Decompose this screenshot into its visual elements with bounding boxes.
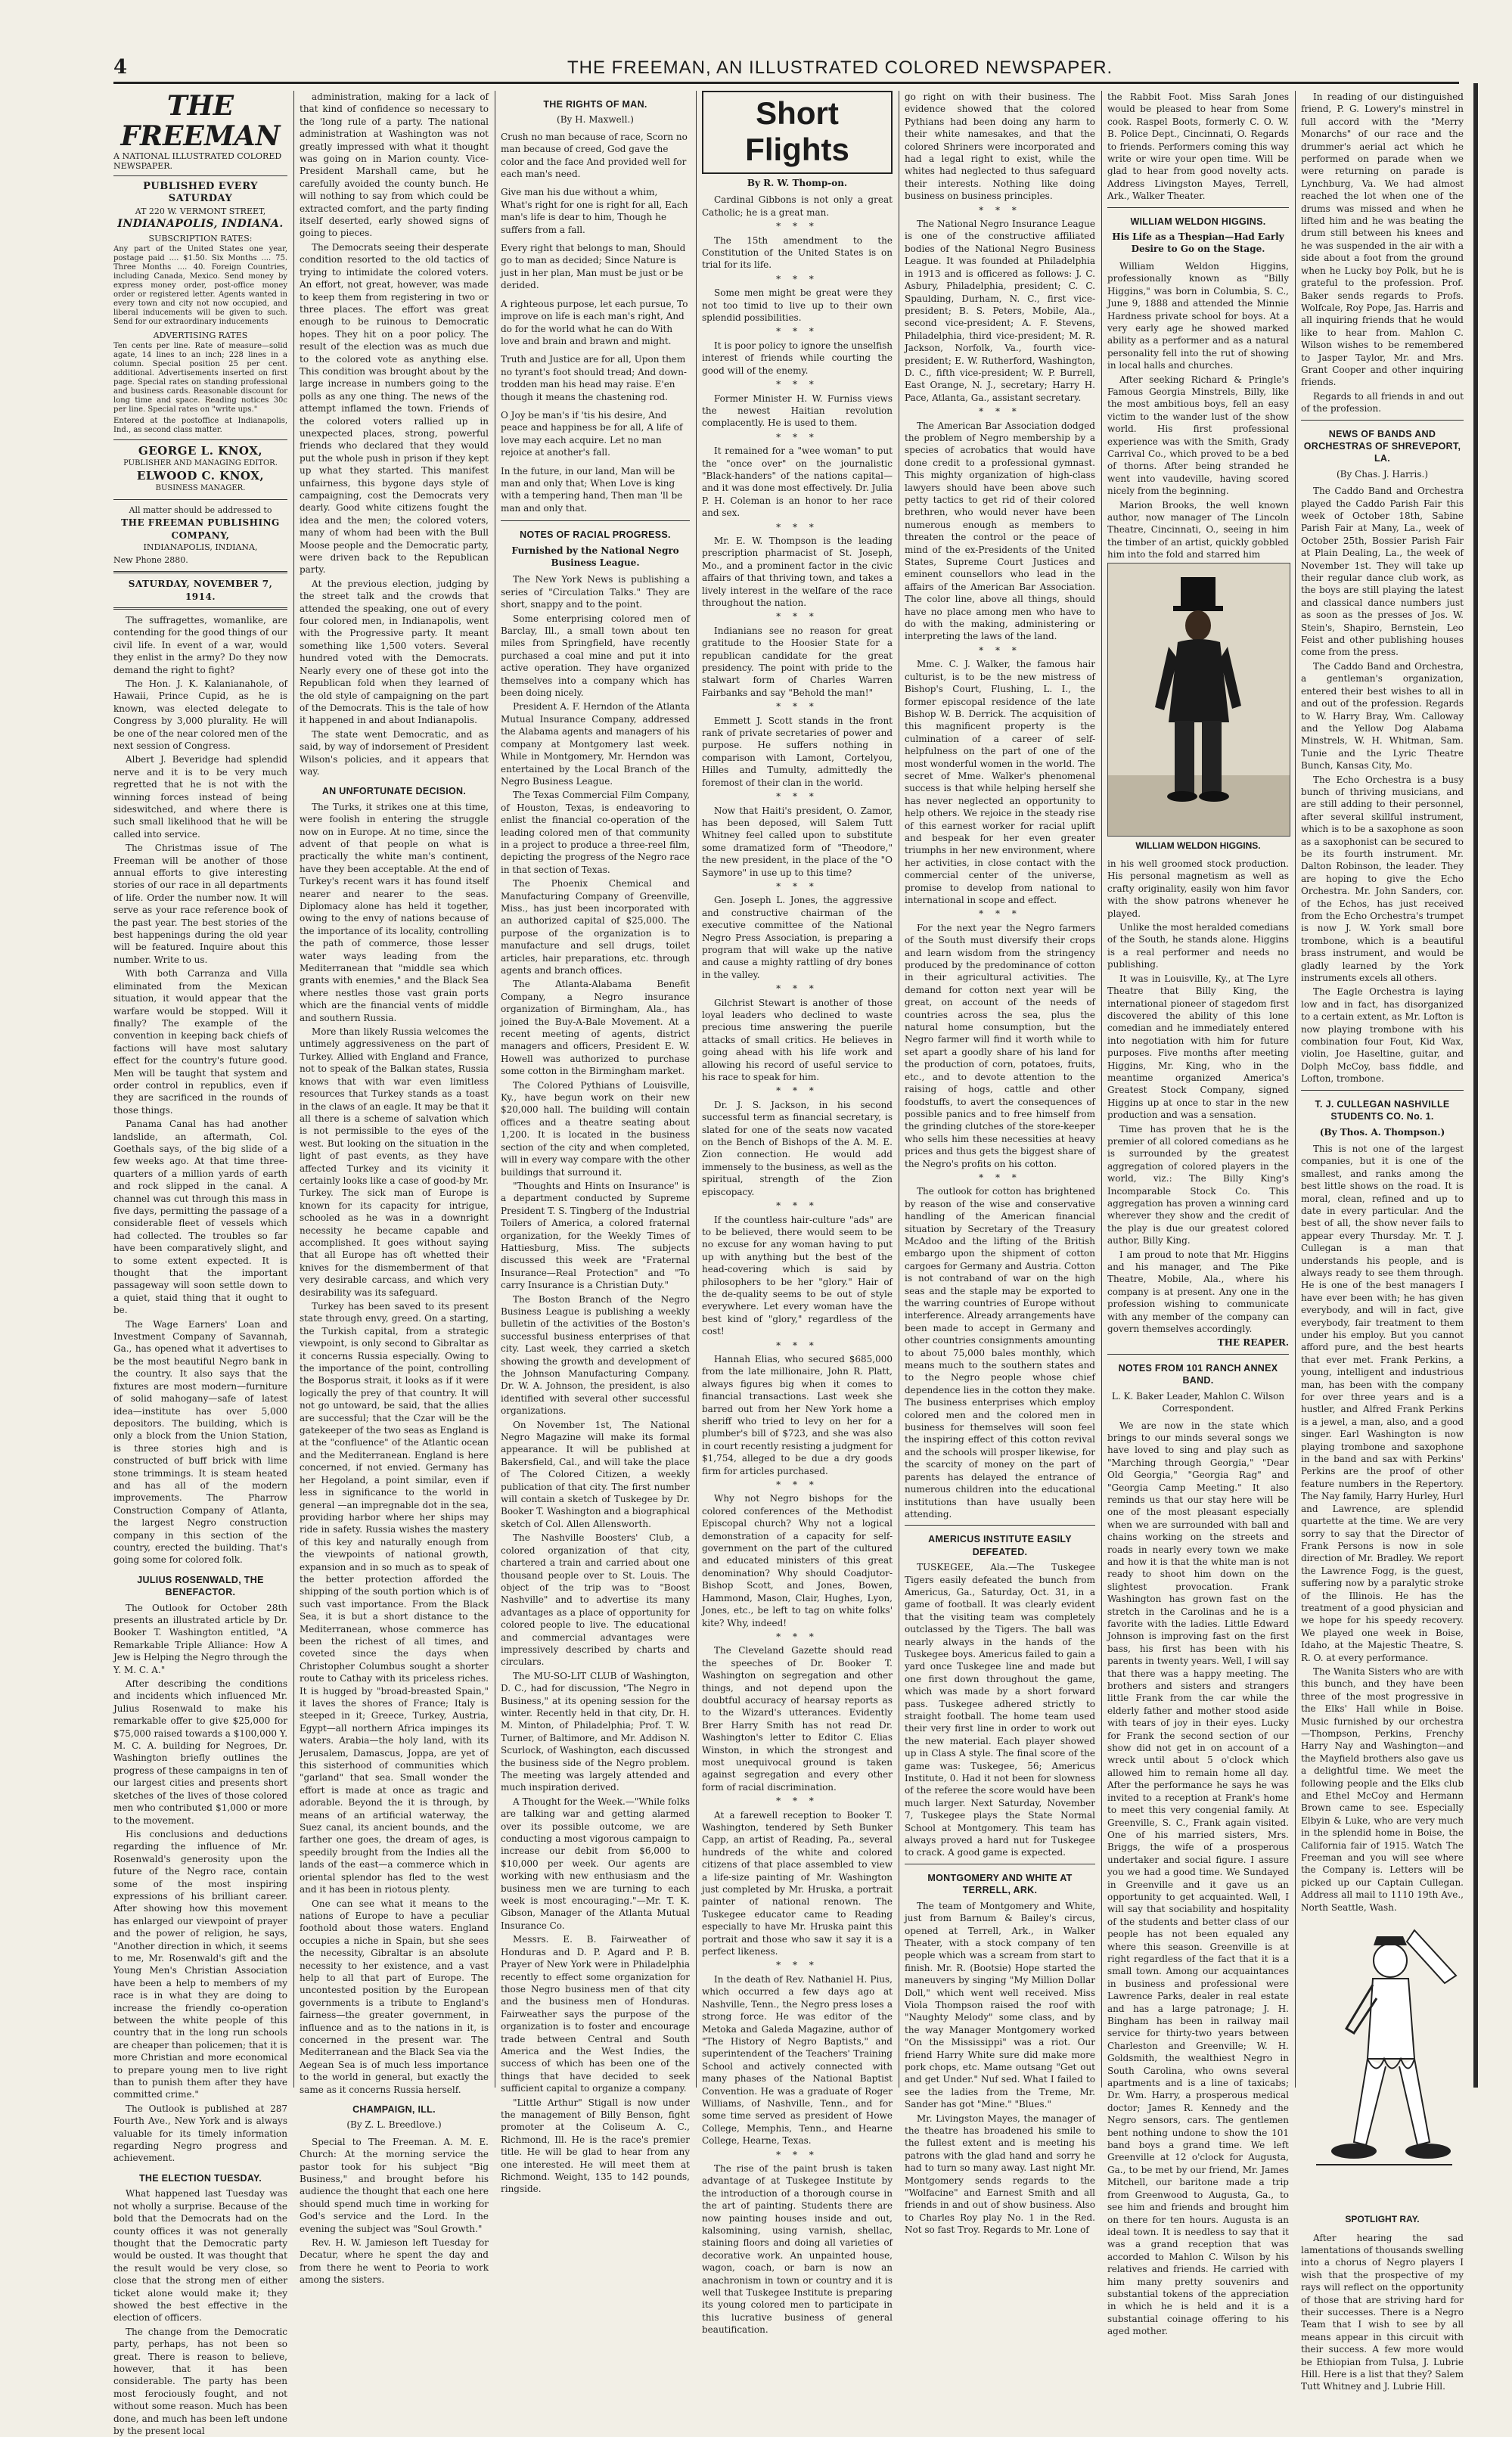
article-paragraph: If the countless hair-culture "ads" are to be believed, there would seem to be no excuse for any woman having to put up with anything but the best of the head-covering which is said by philosophers to be her "glory." Hair of the de-quality seems to be out of style everywhere. Let every woman have the best kind of "glory," regardless of the cost! xyxy=(702,1214,893,1337)
article-paragraph: Gilchrist Stewart is another of those loyal leaders who declined to waste precious time answering the puerile attacks of small critics. He believes in going ahead with his life work and allowing his record of useful service to his race to speak for him. xyxy=(702,997,893,1083)
column-2 xyxy=(300,91,489,2286)
portrait-illustration xyxy=(1108,563,1290,836)
article-paragraph: President A. F. Herndon of the Atlanta Mutual Insurance Company, addressed the Alabama agents and managers of his company at Montgomery last week. While in Montgomery, Mr. Herndon was entertained by the Local Branch of the Negro Business League. xyxy=(501,701,690,787)
subscription-heading: SUBSCRIPTION RATES: xyxy=(148,233,253,244)
article-paragraph: Turkey has been saved to its present state through envy, greed. On a starting, the Turkish capital, from a strategic viewpoint, is only second to Gibraltar as it concerns Russia especially. Owing to the importance of the point, controlling the Bosporus strait, it looks as if it were logically the prey of that country. It will not go untoward, be said, that the allies are successful; that the Czar will be the gatekeeper of the two seas as England is at the "confluence" of the Atlantic ocean and the Mediterranean. England is here concerned, if not envied. Germany has her Hegoland, a point similar, even if less in significance to the world in general —an impregnable dot in the sea, providing harbor where her ships may ride in safety. Russia wishes the mastery of this key and naturally enough from the viewpoints of national growth, expansion and in so much as to speak of the better protection afforded the shipping of the south portion which is of such vast importance. From the Black Sea, it is but a short distance to the Mediterranean, whose commerce has been the richest of all times, and coveted since the days when Christopher Columbus sought a shorter route to Cathay with its priceless riches. It is hugged by "broad-breasted Spain," it laves the shores of France; Italy is steeped in it; Greece, Turkey, Austria, Egypt—all northern Africa impinges its waters. Arabia—the holy land, with its Jerusalem, Damascus, Joppa, are yet of this sisterhood of communities which "garland" that sea. Small wonder the effort is made at once as tragic and adorable. Beyond the it is through, by means of an artificial waterway, the Suez canal, its ancient bounds, and the farther one goes, the dream of ages, is speedily brought from the Indies all the lands of the east—a commerce which in oriental splendor has fled to the west and it has been in riotous plenty. xyxy=(300,1301,489,1895)
article-headline: JULIUS ROSENWALD, THE BENEFACTOR. xyxy=(137,1574,264,1598)
column-rule xyxy=(696,91,697,2088)
article-paragraph: The outlook for cotton has brightened by reason of the wise and conservative handling of the American financial situation by Secretary of the Treasury McAdoo and the lifting of the British embargo upon the shipment of cotton cargoes for Germany and Austria. Cotton is not contraband of war on the high seas and the staple may be exported to the warring countries of Europe without interference. Already arrangements have been made to accept in Germany and other countries consignments amounting to about 75,000 bales monthly, which means much to the southern states and to the Negro people whose chief dependence lies in the cotton they make. The business enterprises which employ colored men and the colored men in business for themselves will soon feel the inspiring effect of this cotton revival and the schools will prosper likewise, for the scarcity of money on the part of parents has delayed the entrance of numerous children into the educational institutions than have usually been attending. xyxy=(905,1186,1095,1520)
article-paragraph: One can see what it means to the nations of Europe to have a peculiar foothold about those waters. England occupies a niche in Spain, but she sees the necessity, Gibraltar is an absolute necessity to her existence, and a vast help to all that part of Europe. The uncontested position by the European governments is a tribute to England's fairness—the greater government, in influence and as to the nations in it, is concerned in the present war. The Mediterranean and the Black Sea via the Aegean Sea is of much less importance to the world in general, but exactly the same as it concerns Russia herself. xyxy=(300,1898,489,2095)
article-paragraph: William Weldon Higgins, professionally known as "Billy Higgins," was born in Columbia, S. C., June 9, 1888 and attended the Minnie Hardness private school for boys. At a very early age he showed marked ability as a performer and as a natural personality fell into the rut of showing in local halls and churches. xyxy=(1107,260,1289,371)
issue-dateline: SATURDAY, NOVEMBER 7, 1914. xyxy=(128,579,273,602)
masthead-title: THE FREEMAN xyxy=(120,90,281,152)
column-rule xyxy=(1295,91,1296,2088)
article-paragraph: In the death of Rev. Nathaniel H. Pius, which occurred a few days ago at Nashville, Tenn., the Negro press loses a strong force. He was editor of the Metoka and Galeda Magazine, author of "The History of Negro Baptists," and superintendent of the Teachers' Training School and actively connected with many phases of the National Baptist Convention. He was a graduate of Roger Williams, of Nashville, Tenn., and for some time served as president of Howe College, Memphis, Tenn., and Hearne College, Hearne, Texas. xyxy=(702,1973,893,2147)
article-paragraph: It was in Louisville, Ky., at The Lyre Theatre that Billy King, the international pioneer of stagedom first discovered the ability of this lone comedian and he immediately entered into negotiation with him for future purposes. Five months after meeting Higgins, Mr. King, who in the meantime organized America's Greatest Stock Company, signed Higgins up at once to star in the new production and was a sensation. xyxy=(1107,973,1289,1121)
article-headline: T. J. CULLEGAN NASHVILLE STUDENTS CO. No. 1. xyxy=(1315,1098,1450,1122)
article-paragraph: Special to The Freeman. A. M. E. Church: At the morning service the pastor took for his subject "Big Business," and brought before his audience the thought that each one here should spend much time in working for God's service and the Lord. In the evening the subject was "Soul Growth." xyxy=(300,2136,489,2234)
cartoon-caption: SPOTLIGHT RAY. xyxy=(1345,2214,1420,2225)
column-1 xyxy=(113,90,288,2436)
editorial-paragraph: Panama Canal has had another landslide, an aftermath, Col. Goethals says, of the big slide of a few weeks ago. At that time three-quarters of a million yards of earth and rock slipped in the canal. A channel was cut through this mass in five days, permitting the passage of a considerable fleet of vessels which had collected. The troubles so far have been comparatively slight, and to some extent expected. It is thought that the important passageway will soon settle down to a quiet, staid thing that it ought to be. xyxy=(113,1119,287,1316)
article-paragraph: After hearing the sad lamentations of thousands swelling into a chorus of Negro players I wish that the prospective of my rays will reflect on the opportunity of those that are striving hard for their successes. There is a Negro Team that I wish to see by all means appear in this circuit with their success. A few more would be Ethiopian from Tulsa, J. Lubrie Hill. Here is a list that they? Salem Tutt Whitney and J. Lubrie Hill. xyxy=(1301,2232,1464,2392)
article-paragraph: After describing the conditions and incidents which influenced Mr. Julius Rosenwald to make his remarkable offer to give $25,000 for $75,000 raised towards a $100,000 Y. M. C. A. building for Negroes, Dr. Washington briefly outlines the progress of these campaigns in ten of our largest cities and presents short sketches of the lives of those colored men who contributed $1,000 or more to the movement. xyxy=(113,1678,288,1826)
short-flights-title: Short Flights xyxy=(745,95,849,167)
article-paragraph: The Wanita Sisters who are with this bunch, and they have been three of the most progressive in the Elks' Hall while in Boise. Music furnished by our orchestra—Thompson, Perkins, Frenchy Harry Nay and Washington—and the Mayfield brothers also gave us a delightful time. We meet the following people and the Elks club and Ethel McCoy and Hermann Brown came to see. Especially Elbyin & Luke, who are very much in the splendid home in Boise, the California fair of 1915. Watch The Freeman and you will see where the Company is. Letters will be picked up our Captain Cullegan. Address all mail to 1110 19th Ave., North Seattle, Wash. xyxy=(1301,1666,1464,1913)
article-paragraph: Some enterprising colored men of Barclay, Ill., a small town about ten miles from Springfield, have recently purchased a coal mine and put it into active operation. They have organized themselves into a company which has been doing nicely. xyxy=(501,613,690,699)
article-paragraph: go right on with their business. The evidence showed that the colored Pythians had been doing any harm to their white namesakes, and that the colored Shriners were incorporated and had a legal right to exist, while the whites had neglected to thus safeguard their interests. Nothing like doing business on business principles. xyxy=(905,92,1095,202)
poem-title: THE RIGHTS OF MAN. xyxy=(543,99,647,110)
article-paragraph: The Outlook is published at 287 Fourth Ave., New York and is always valuable for its timely information regarding Negro progress and achievement. xyxy=(113,2103,287,2164)
article-paragraph: The rise of the paint brush is taken advantage of at Tuskegee Institute by the introduction of a thorough course in the art of painting. Students there are now painting houses inside and out, kalsomining, using varnish, shellac, staining floors and doing all varieties of decorative work. An unpainted house, wagon, coach, or barn is now an anachronism in town or country and it is well that Tuskegee Institute is preparing its young colored men to participate in this lucrative business of general beautification. xyxy=(702,2162,893,2336)
article-paragraph: The Eagle Orchestra is laying low and in fact, has disorganized to a certain extent, as Mr. Lofton is now playing trombone with his combination four Fout, Kid Wax, violin, Joe Haseltine, guitar, and Dolph McCoy, bass fiddle, and Lofton, trombone. xyxy=(1301,986,1464,1085)
article-headline: MONTGOMERY AND WHITE AT TERRELL, ARK. xyxy=(927,1872,1073,1896)
article-paragraph: At a farewell reception to Booker T. Washington, tendered by Seth Bunker Capp, an artist of Reading, Pa., several hundreds of the white and colored citizens of that place assembled to view a life-size painting of Mr. Washington just completed by Mr. Hruska, a portrait painter of national renown. The Tuskegee educator came to Reading especially to have Mr. Hruska paint this portrait and those who saw it say it is a perfect likeness. xyxy=(702,1809,893,1957)
article-paragraph: The Caddo Band and Orchestra, a gentleman's organization, entered their best wishes to all in and out of the profession. Regards to W. Harry Bray, Wm. Calloway and the Yellow Dog Alabama Minstrels, W. H. Whitman, Sam. Tunie and the Lyric Theatre Bunch, Kansas City, Mo. xyxy=(1301,660,1464,771)
article-paragraph: TUSKEGEE, Ala.—The Tuskegee Tigers easily defeated the bunch from Americus, Ga., Saturday, Oct. 31, in a game of football. It was clearly evident that the visiting team was completely outclassed by the Tigers. The ball was nearly always in the hands of the Tuskegee boys. Americus failed to gain a yard once Tuskegee line and made but one first down throughout the game, which was made by a short forward pass. Tuskegee adhered strictly to straight football. The home team used their very first line in order to work out the new material. Each player showed up in Class A style. The final score of the game was: Tuskegee, 56; Americus Institute, 0. Had it not been for slowness of the referee the score would have been much larger. Next Saturday, November 7, Tuskegee plays the State Normal School at Montgomery. This team has always proved a hard nut for Tuskegee to crack. A good game is expected. xyxy=(905,1562,1095,1858)
article-paragraph: It remained for a "wee woman" to put the "once over" on the journalistic "Black-handers" of the nations capital—and it was done most effectively. Dr. Julia P. H. Coleman is an honor to her race and sex. xyxy=(702,445,893,519)
article-paragraph: The Nashville Boosters' Club, a colored organization of that city, chartered a train and carried about one thousand people over to St. Louis. The object of the trip was to "Boost Nashville" and to advertise its many advantages as a place of opportunity for colored people to live. The educational and commercial advantages were impressively described by charts and circulars. xyxy=(501,1532,690,1668)
advertising-heading: ADVERTISING RATES xyxy=(153,331,248,341)
article-paragraph: What happened last Tuesday was not wholly a surprise. Because of the bold that the Democrats had on the county offices it was not generally thought that the Democratic party would be ousted. It was thought that the result would be very close, so close that the strong men of either ticket alone would make it; they showed the best effective in the election of officers. xyxy=(113,2188,287,2324)
article-paragraph: In reading of our distinguished friend, P. G. Lowery's minstrel in full accord with the "Merry Monarchs" of our race and the drummer's aerial act which he performed on parade when we were returning on parade is Lynchburg, Va. We had almost reached the lot when one of the drums was missed and when he lifted him and he was beating the drum still between his knees and he was suspended in the air with a side about a foot from the ground when he Lucky boy Polk, but he is grateful to the profession. Prof. Baker sends regards to Profs. Wolfcale, Roy Pope, Jas. Harris and all inquiring friends that he would like to hear from. Mahlon C. Wilson wishes to be remembered to Jasper Taylor, Mr. and Mrs. Grant Cooper and other inquiring friends. xyxy=(1301,92,1464,388)
article-paragraph: It is poor policy to ignore the unselfish interest of friends while courting the good will of the enemy. xyxy=(702,340,893,376)
column-rule xyxy=(293,91,294,2088)
subscription-text: Any part of the United States one year, postage paid .... $1.50. Six Months .... 75. Three Months .... 40. Foreign Countries, including Canada, Mexico. Send money by express money order, post-office money order or registered letter. Agents wanted in every town and city not now occupied, and liberal inducements will be given to such. Send for our extraordinary inducements xyxy=(113,245,287,327)
page-edge xyxy=(1473,83,1478,2088)
advertising-text: Ten cents per line. Rate of measure—solid agate, 14 lines to an inch; 228 lines in a column. Special position 25 per cent. additional. Advertisements inserted on first page. Special rates on standing professional and business cards. Reasonable discount for long time and space. Reading notices 30c per line. Special rates on "write ups." xyxy=(113,342,287,414)
article-headline: CHAMPAIGN, ILL. xyxy=(352,2104,436,2115)
article-paragraph: Hannah Elias, who secured $685,000 from the late millionaire, John R. Platt, always figures big when it comes to financial transactions. Last week she barred out from her New York home a sheriff who tried to levy on her for a plumber's bill of $723, and she was also in court recently resisting a judgment for $1,754, alleged to be due a dry goods firm for articles purchased. xyxy=(702,1353,893,1476)
article-paragraph: Emmett J. Scott stands in the front rank of private secretaries of power and purpose. He suffers nothing in comparison with Lamont, Cortelyou, Hilles and Tumulty, admittedly the foremost of their clan in the world. xyxy=(702,715,893,788)
article-paragraph: The change from the Democratic party, perhaps, has not been so great. There is reason to believe, however, that it has been considerable. The party has been most ferociously fought, and not without some reason. Much has been done, and much has been left undone by the present local xyxy=(113,2326,287,2436)
page-number: 4 xyxy=(113,56,128,79)
article-paragraph: The Democrats seeing their desperate condition resorted to the old tactics of trying to intimidate the colored voters. An effort, not great, however, was made to keep them from registering in two or three places. The effort was great enough to be ruinous to Democratic hopes. They hit on a poor policy. The result of the election was as much due to the colored vote as anything else. This condition was brought about by the large increase in numbers going to the polls as any one thing. The news of the attempt inflamed the town. Friends of the colored voters rallied up in unexpected places, strong, powerful friends who declared that they would put the whole push in prison if they kept up what they started. This manifest unfairness, this bygone days style of campaigning, cost the Democrats very dearly. Good white citizens fought the idea and the men; the colored voters, many of whom had been with the Bull Moose people and the Democratic party, were driven back to the Republican party. xyxy=(300,241,489,576)
phone-number: New Phone 2880. xyxy=(113,554,188,565)
article-headline: NEWS OF BANDS AND ORCHESTRAS OF SHREVEPORT, LA. xyxy=(1303,428,1461,464)
article-paragraph: The MU-SO-LIT CLUB of Washington, D. C., had for discussion, "The Negro in Business," at its opening session for the winter. Recently held in that city, Dr. H. M. Minton, of Philadelphia; Prof. T. W. Turner, of Baltimore, and Mr. Addison N. Scurlock, of Washington, each discussed the business side of the Negro problem. The meeting was largely attended and much inspiration derived. xyxy=(501,1670,690,1793)
masthead-city: INDIANAPOLIS, INDIANA. xyxy=(117,218,284,231)
running-head-title: THE FREEMAN, AN ILLUSTRATED COLORED NEWSPAPER. xyxy=(567,57,1113,78)
poem-stanza: Every right that belongs to man, Should go to man as decided; Since Nature is just in her plan, Man must be just or be derided. xyxy=(501,243,686,291)
manager-name: ELWOOD C. KNOX, xyxy=(136,469,265,483)
poem-stanza: Truth and Justice are for all, Upon them no tyrant's foot should tread; And down-trodden man his head may raise. E'en though it means the chastening rod. xyxy=(501,354,687,402)
column-4: Short Flights By R. W. Thomp-on. Cardinal Gibbons is not only a great Catholic; he is a great man. * * * The 15th amendment to the Constitution of the United States is on trial for its life. * * * Some men might be great were they not too timid to live up to their own splendid possibilities. * * * It is poor policy to ignore the unselfish interest of friends while courting the good will of the enemy. * * * Former Minister H. W. Furniss views the newest Haitian revolution complacently. He is used to them. * * * It remained for a "wee woman" to put the "once over" on the journalistic "Black-handers" of the nations capital—and it was done most effectively. Dr. Julia P. H. Coleman is an honor to her race and sex. * * * Mr. E. W. Thompson is the leading prescription pharmacist of St. Joseph, Mo., and a prominent factor in the civic affairs of that thriving town, and takes a lively interest in the welfare of the race throughout the nation. * * * Indianians see no reason for great gratitude to the Hoosier State for a republican candidate for the great presidency. The point with pride to the stalwart form of Charles Warren Fairbanks and say "Behold the man!" * * * Emmett J. Scott stands in the front rank of private secretaries of power and purpose. He suffers nothing in comparison with Lamont, Cortelyou, Hilles and Tumulty, admittedly the foremost of their clan in the world. * * * Now that Haiti's president, O. Zamor, has been deposed, will Salem Tutt Whitney feel called upon to substitute some dramatized form of "Theodore," the new president, in the place of the "O Saymore" in use up to this time? * * * Gen. Joseph L. Jones, the aggressive and constructive chairman of the executive committee of the National Negro Press Association, is preparing a program that will wake up the native and cause a mighty rattling of dry bones in the valley. * * * Gilchrist Stewart is another of those loyal leaders who declined to waste precious time answering the puerile attacks of small critics. He believes in going ahead with his life work and allowing his record of useful service to his race to speak for him. * * * Dr. J. S. Jackson, in his second successful term as financial secretary, is slated for one of the seats now vacated on the Bench of Bishops of the A. M. E. Zion connection. He would add immensely to the business, as well as the spiritual, strength of the Zion episcopacy. * * * If the countless hair-culture "ads" are to be believed, there would seem to be no excuse for any woman having to put up with anything but the best of the head-covering which is said by philosophers to be her "glory." Hair of the de-quality seems to be out of style everywhere. Let every woman have the best kind of "glory," regardless of the cost! * * * Hannah Elias, who secured $685,000 from the late millionaire, John R. Platt, always figures big when it comes to financial transactions. Last week she barred out from her New York home a sheriff who tried to levy on her for a plumber's bill of $723, and she was also in court recently resisting a judgment for $1,754, alleged to be due a dry goods firm for articles purchased. * * * Why not Negro bishops for the colored conferences of the Methodist Episcopal church? Why not a logical demonstration of a capacity for self-government on the part of the cultured and educated ministers of this great denomination? Why should Coadjutor-Bishop Scott, and Jones, Bowen, Hammond, Mason, Clair, Hughes, Lyon, Jones, etc., be left to tag on white folks' kite? Why, indeed! * * * The Cleveland Gazette should read the speeches of Dr. Booker T. Washington on segregation and other things, and not depend upon the doubtful accuracy of hearsay reports as to the Wizard's utterances. Evidently Brer Harry Smith has not read Dr. Washington's letter to Editor C. Elias Winston, in which the strongest and most unequivocal ground is taken against segregation and every other form of racial discrimination. * * * At a farewell reception to Booker T. Washington, tendered by Seth Bunker Capp, an artist of Reading, Pa., several hundreds of the white and colored citizens of that place assembled to view a life-size painting of Mr. Washington just completed by Mr. Hruska, a portrait painter of national renown. The Tuskegee educator came to Reading especially to have Mr. Hruska paint this portrait and those who saw it say it is a perfect likeness. * * * In the death of Rev. Nathaniel H. Pius, which occurred a few days ago at Nashville, Tenn., the Negro press loses a strong force. He was editor of the Metoka and Galeda Magazine, author of "The History of Negro Baptists," and superintendent of the Teachers' Training School and actively connected with many phases of the National Baptist Convention. He was a graduate of Roger Williams, of Nashville, Tenn., and for some time served as president of Howe College, Memphis, Tenn., and Hearne College, Hearne, Texas. * * * The rise of the paint brush is taken advantage of at Tuskegee Institute by the introduction of a thorough course in the art of painting. Students there are now painting houses inside and out, kalsomining, using varnish, shellac, staining floors and doing all varieties of decorative work. An unpainted house, wagon, coach, or barn is now an anachronism in town or country and it is well that Tuskegee Institute is preparing its young colored men to participate in this lucrative business of general beautification. xyxy=(702,91,893,2088)
poem-stanza: Crush no man because of race, Scorn no man because of creed, God gave the color and the face And provided well for each man's need. xyxy=(501,131,688,180)
editorial-paragraph: Albert J. Beveridge had splendid nerve and it is to be very much regretted that he is not with the winning forces instead of being sideswitched, and where there is such small likelihood that he will be called into service. xyxy=(113,754,287,840)
article-paragraph: Messrs. E. B. Fairweather of Honduras and D. P. Agard and P. B. Prayer of New York were in Philadelphia recently to effect some organization for those Negro business men of that city and the business men of Honduras. Fairweather says the purpose of the organization is to foster and encourage trade between Central and South America and the West Indies, the success of which has been one of the things that have decided to seek sufficient capital to organize a company. xyxy=(501,1934,690,2094)
article-paragraph: The Outlook for October 28th presents an illustrated article by Dr. Booker T. Washington entitled, "A Remarkable Triple Alliance: How A Jew is Helping the Negro through the Y. M. C. A." xyxy=(113,1602,287,1675)
portrait-caption: WILLIAM WELDON HIGGINS. xyxy=(1135,840,1261,851)
published-line: PUBLISHED EVERY SATURDAY xyxy=(143,181,258,205)
article-paragraph: After seeking Richard & Pringle's Famous Georgia Minstrels, Billy, like the most ambitious boys, fell an easy victim to the wander lust of the show world. His first professional experience was with the Smith, Grady Carrival Co., which proved to be a bed of thorns. After being stranded he went into vaudeville, having scored nicely from the beginning. xyxy=(1107,374,1289,497)
poem-stanza: A righteous purpose, let each pursue, To improve on life is each man's right, And do for the world what he can do With love and brain and brawn and might. xyxy=(501,298,688,346)
article-headline: THE ELECTION TUESDAY. xyxy=(138,2172,262,2184)
article-paragraph: Regards to all friends in and out of the profession. xyxy=(1301,390,1464,414)
article-paragraph: The Turks, it strikes one at this time, were foolish in entering the struggle now on in Europe. At no time, since the advent of that people on what is practically the white man's continent, have they been acceptable. At the end of Turkey's recent wars it has found itself nearer and nearer to the seas. Diplomacy alone has held it together, owing to the envy of nations because of the importance of its locality, controlling the path of commerce, those lesser water ways leading from the Mediterranean that "middle sea which grants with enemies," and the Black Sea where nestles those vast grain ports which are the financial vents of middle and southern Russia. xyxy=(300,801,489,1023)
article-subhead: His Life as a Thespian—Had Early Desire to Go on the Stage. xyxy=(1112,231,1284,255)
column-3 xyxy=(501,91,690,2195)
article-paragraph: On November 1st, The National Negro Magazine will make its formal appearance. It will be published at Bakersfield, Cal., and will take the place of The Colored Citizen, a weekly publication of that city. The first number will contain a sketch of Tuskegee by Dr. Booker T. Washington and a biographical sketch of Col. Allen Allensworth. xyxy=(501,1419,690,1529)
article-paragraph: Some men might be great were they not too timid to live up to their own splendid possibilities. xyxy=(702,287,893,324)
poem-stanza: O Joy be man's if 'tis his desire, And peace and happiness be for all, A life of love may each acquire. Let no man rejoice at another's fall. xyxy=(501,409,683,458)
article-paragraph: The National Negro Insurance League is one of the constructive affiliated bodies of the National Negro Business League. It was founded at Philadelphia in 1913 and is officered as follows: J. C. Asbury, Philadelphia, president; C. C. Spaulding, Durham, N. C., first vice-president; B. S. Peters, Mobile, Ala., second vice-president; A. F. Stevens, Philadelphia, third vice-president; M. R. Jackson, Norfolk, Va., fourth vice-president; E. W. Rutherford, Washington, D. C., fifth vice-president; W. P. Burrell, East Orange, N. J., secretary; Harry H. Pace, Atlanta, Ga., assistant secretary. xyxy=(905,219,1095,403)
article-paragraph: We are now in the state which brings to our minds several songs we have loved to sing and play such as "Marching through Georgia," "Dear Old Georgia," "Georgia Rag" and "Georgia Camp Meeting." It also reminds us that our stay here will be one of the most pleasant especially when we are surrounded with ball and chains working on the streets and roads in nearly every town we make and how it is that the white man is not ready to shoot him down on the slightest provocation. Frank Washington has grown fast on the stretch in the Carolinas and he is a favorite with the ladies. Little Edward Johnson is improving fast on the first bass, his first has been with his parents in twenty years. Well, I will say that there was a happy meeting. The brothers and sisters and strangers little Frank from the car while the elderly father and mother stood aside with tears of joy in their eyes. Lucky for Frank the second section of our show did not get in on account of a wreck until about 5 o'clock which allowed him to remain home all day. After the performance he says he was invited to a reception at Frank's home to meet this very congenial family. At Greenville, S. C., Frank again visited. One of his married sisters, Mrs. Briggs, the wife of a prosperous undertaker and social figure. I assure you we had a good time. We Sundayed in Greenville and it gave us an opportunity to get acquainted. Well, I will say that sociability and hospitality of the students and better class of our people has not been equaled any where this season. Greenville is at right regardless of the fact that it is a small town. Among our acquaintances in business and professional were Lawrence Parks, dealer in real estate and has a large patronage; J. H. Bingham has been in railway mail service for thirty-two years between Charleston and Greenville; W. H. Goldsmith, the wealthiest Negro in South Carolina, who owns several apartments and is a line of taxicabs; Dr. Wm. Harry, a prosperous medical doctor; James R. Kennedy and the Negro sensors, cars. The gentlemen bent nothing undone to show the 101 band boys a grand time. We left Greenville at 12 o'clock for Augusta, Ga., to be met by our friend, Mr. James Mitchell, our baritone made a trip from Greenwood to Augusta, Ga., to see him and friends and brought him on there for ten hours. Augusta is an ideal town. It is needless to say that it was a grand reception that was accorded to Mahlon C. Wilson by his relatives and friends. He carried with him many pretty souvenirs and substantial tokens of the appreciation in which he is held and it is a substantial coinage offering to his aged mother. xyxy=(1107,1420,1289,2337)
article-paragraph: His conclusions and deductions regarding the influence of Mr. Rosenwald's generosity upon the future of the Negro race, contain some of the most inspiring expressions of his brilliant career. After showing how this movement has enlarged our viewpoint of prayer and the power of religion, he says, "Another direction in which, it seems to me, Mr. Rosenwald's gift and the Young Men's Christian Association have been a help to members of my race is in what they are doing to increase the friendly co-operation between the white people of this country that in the long run schools are cheaper than policemen; that it is more Christian and more economical to prepare young men to live right than to punish them after they have committed crime." xyxy=(113,1828,287,2100)
article-paragraph: The American Bar Association dodged the problem of Negro membership by a species of acrobatics that would have done credit to a professional gymnast. This mighty organization of high-class lawyers should have been above such petty tactics to get rid of their colored brethren, who would never have been numerous enough as members to threaten the control or the peace of mind of the ex-Presidents of the United States, Supreme Court Justices and eminent counsellors who lead in the affairs of the American Bar Association. The color line, above all things, should have no place among men who have to do with the making, administering or interpreting the laws of the land. xyxy=(905,420,1095,642)
article-paragraph: administration, making for a lack of that kind of confidence so necessary to the 'long rule of a party. The national administration at Washington was not greatly impressed with what it thought was going on in Marion county. Vice-President Marshall came, but he carefully avoided the county bunch. He will nothing to say from which could be extracted comfort, and the party finding itself deserted, early showed signs of going to pieces. xyxy=(300,92,489,239)
editorial-paragraph: With both Carranza and Villa eliminated from the Mexican situation, it would appear that the warfare would be stopped. Will it finally? The example of the convention in keeping back chiefs of factions will have most salutary effect for the country's future good. Men will be taught that system and order control in republics, even if they are sacrificed in the rounds of those things. xyxy=(113,968,287,1116)
editorial-paragraph: The Wage Earners' Loan and Investment Company of Savannah, Ga., has opened what it advertises to be the most beautiful Negro bank in the country. It also says that the fixtures are most modern—furniture of solid mahogany—safe of latest idea—institute has over 5,000 depositors. The building, which is only a block from the Union Station, is three stories high and is constructed of buff brick with lime stone trimmings. It is steam heated and has all of the modern improvements. The Pharrow Construction Company of Atlanta, the largest Negro construction company in this section of the country, erected the building. That's going some for colored folk. xyxy=(113,1318,287,1566)
article-paragraph: in his well groomed stock production. His personal magnetism as well as crafty originality, easily won him favor with the show patrons whenever he played. xyxy=(1107,858,1289,919)
article-paragraph: Why not Negro bishops for the colored conferences of the Methodist Episcopal church? Why not a logical demonstration of a capacity for self-government on the part of the cultured and educated ministers of this great denomination? Why should Coadjutor-Bishop Scott, and Jones, Bowen, Hammond, Mason, Clair, Hughes, Lyon, Jones, etc., be left to tag on white folks' kite? Why, indeed! xyxy=(702,1493,893,1628)
article-paragraph: Cardinal Gibbons is not only a great Catholic; he is a great man. xyxy=(702,194,893,218)
company-city: INDIANAPOLIS, INDIANA, xyxy=(143,542,258,553)
company-name: THE FREEMAN PUBLISHING COMPANY, xyxy=(121,517,280,541)
short-flights-byline: By R. W. Thomp-on. xyxy=(747,178,848,188)
article-paragraph: Time has proven that he is the premier of all colored comedians as he is surrounded by the greatest aggregation of colored players in the world, viz.: The Billy King's Incomparable Stock Co. This aggregation has proven a winning card wherever they show and the credit of the play is due our greatest colored author, Billy King. xyxy=(1107,1123,1289,1246)
publisher-title: PUBLISHER AND MANAGING EDITOR. xyxy=(123,458,278,467)
article-paragraph: Former Minister H. W. Furniss views the newest Haitian revolution complacently. He is used to them. xyxy=(702,393,893,429)
poem-byline: (By H. Maxwell.) xyxy=(557,114,634,126)
article-paragraph: Dr. J. S. Jackson, in his second successful term as financial secretary, is slated for one of the seats now vacated on the Bench of Bishops of the A. M. E. Zion connection. He would add immensely to the business, as well as the spiritual, strength of the Zion episcopacy. xyxy=(702,1099,893,1197)
article-paragraph: "Thoughts and Hints on Insurance" is a department conducted by Supreme President T. S. Tingberg of the Industrial Toilers of America, a colored fraternal organization, for the Weekly Times of Hattiesburg, Miss. The subjects discussed this week are "Fraternal Insurance—Real Protection" and "To carry Insurance is a Christian Duty." xyxy=(501,1180,690,1291)
masthead-tagline: A NATIONAL ILLUSTRATED COLORED NEWSPAPER. xyxy=(113,151,282,171)
article-paragraph: Gen. Joseph L. Jones, the aggressive and constructive chairman of the executive committee of the National Negro Press Association, is preparing a program that will wake up the native and cause a mighty rattling of dry bones in the valley. xyxy=(702,895,893,980)
article-headline: AN UNFORTUNATE DECISION. xyxy=(321,786,467,797)
article-paragraph: The Atlanta-Alabama Benefit Company, a Negro insurance organization of Birmingham, Ala., has joined the Buy-A-Bale Movement. At a recent meeting of agents, district managers and officers, President E. W. Howell was authorized to purchase some cotton in the Birmingham market. xyxy=(501,979,690,1077)
article-paragraph: More than likely Russia welcomes the untimely aggressiveness on the part of Turkey. Allied with England and France, not to speak of the Balkan states, Russia knows that with war even limitless resources that Turkey stands as a toast in the claws of an eagle. It may be that it all there is a scheme of salvation which is not permissible to the eyes of the west. But looking on the situation in the light of past events, as they have affected Turkey and its vicinity it certainly looks like a case of good-by Mr. Turkey. The sick man of Europe is known for its capacity for intrigue, schooled as he was in a downright necessity he became capable and accomplished. It goes without saying that all Europe has oft whetted their knives for the dismemberment of that very desirable carcass, and which very desirability was its safeguard. xyxy=(300,1026,489,1298)
article-paragraph: The Echo Orchestra is a busy bunch of thriving musicians, and are still adding to their personnel, after several skillful instrument, which is to be a saxophone as soon as a saxophonist can be secured to be its fourth instrument. Mr. Dalton Robinson, the leader. They are hoping to give the Echo Orchestra. Mr. John Sanders, cor. of the Echos, has just received from the Echo Orchestra's trumpet is now J. W. York small bore trombone, which is a beautiful brass instrument, and would be gladly learned by the York instruments excels all others. xyxy=(1301,774,1464,984)
article-byline: Furnished by the National Negro Business League. xyxy=(511,545,679,568)
article-paragraph: The Boston Branch of the Negro Business League is publishing a weekly bulletin of the activities of the Boston's successful business enterprises of that city. Last week, they carried a sketch showing the growth and development of the Johnson Manufacturing Company. Dr. W. A. Johnson, the president, is also identified with several other successful organizations. xyxy=(501,1293,690,1417)
manager-title: BUSINESS MANAGER. xyxy=(155,483,246,492)
poem xyxy=(501,131,690,514)
spotlight-cartoon xyxy=(1301,1915,1464,2210)
editorial-paragraph: The suffragettes, womanlike, are contending for the good things of our civil life. In event of a war, would they enlist in the army? Do they now demand the right to fight? xyxy=(113,614,287,675)
article-paragraph: The Caddo Band and Orchestra played the Caddo Parish Fair this week of October 18th, Sabine Parish Fair at Many, La., week of October 25th, Bossier Parish Fair at Plain Dealing, La., the week of November 1st. They will take up their regular dance club work, as the boys are still playing the latest and classical dance numbers just as soon as the presses of Jos. W. Stein's, Shapiro, Bernstein, Leo Feist and other publishing houses come from the press. xyxy=(1301,486,1464,658)
poem-stanza: Give man his due without a whim, What's right for one is right for all, Each man's life is dear to him, Though he suffers from a fall. xyxy=(501,187,688,235)
entered-note: Entered at the postoffice at Indianapolis, Ind., as second class matter. xyxy=(113,417,287,435)
article-paragraph: The Cleveland Gazette should read the speeches of Dr. Booker T. Washington on segregation and other things, and not depend upon the doubtful accuracy of hearsay reports as to the Wizard's utterances. Evidently Brer Harry Smith has not read Dr. Washington's letter to Editor C. Elias Winston, in which the strongest and most unequivocal ground is taken against segregation and every other form of racial discrimination. xyxy=(702,1645,893,1793)
column-5: go right on with their business. The evidence showed that the colored Pythians had been doing any harm to their white namesakes, and that the colored Shriners were incorporated and had a legal right to exist, while the whites had neglected to thus safeguard their interests. Nothing like doing business on business principles. * * * The National Negro Insurance League is one of the constructive affiliated bodies of the National Negro Business League. It was founded at Philadelphia in 1913 and is officered as follows: J. C. Asbury, Philadelphia, president; C. C. Spaulding, Durham, N. C., first vice-president; B. S. Peters, Mobile, Ala., second vice-president; A. F. Stevens, Philadelphia, third vice-president; M. R. Jackson, Norfolk, Va., fourth vice-president; E. W. Rutherford, Washington, D. C., fifth vice-president; W. P. Burrell, East Orange, N. J., secretary; Harry H. Pace, Atlanta, Ga., assistant secretary. * * * The American Bar Association dodged the problem of Negro membership by a species of acrobatics that would have done credit to a professional gymnast. This mighty organization of high-class lawyers should have been above such petty tactics to get rid of their colored brethren, who would never have been numerous enough as members to threaten the control or the peace of mind of the ex-Presidents of the United States, Supreme Court Justices and eminent counsellors who lead in the affairs of the American Bar Association. The color line, above all things, should have no place among men who have to do with the making, administering or interpreting the laws of the land. * * * Mme. C. J. Walker, the famous hair culturist, is to be the new mistress of Bishop's Court, Flushing, L. I., the former episcopal residence of the late Bishop W. B. Derrick. The acquisition of this magnificent property is the culmination of a career of self-helpfulness on the part of one of the most wonderful women in the world. The secret of Mme. Walker's phenomenal success is that while helping herself she has never neglected an opportunity to help others. We rejoice in the steady rise of this earnest worker for racial uplift and bespeak for her even greater triumphs in her new environment, where her activities, in close contact with the commercial center of the universe, promise to develop from national to international in scope and effect. * * * For the next year the Negro farmers of the South must diversify their crops and learn wisdom from the stringency produced by the predominance of cotton in their agricultural activities. The demand for cotton next year will be great, on account of the needs of countries across the sea, plus the natural home consumption, but the Negro farmer will find it worth while to set apart a goodly share of his land for the production of corn, potatoes, fruits, etc., and to devote attention to the raising of hogs, cattle and other foodstuffs, to avert the consequences of possible panics and to free himself from the grinding clutches of the store-keeper who sells him these necessities at heavy prices and thus gets the biggest share of the Negro's profits on his cotton. * * * The outlook for cotton has brightened by reason of the wise and conservative handling of the American financial situation by Secretary of the Treasury McAdoo and the lifting of the British embargo upon the shipment of cotton cargoes for Germany and Austria. Cotton is not contraband of war on the high seas and the staple may be exported to the warring countries of Europe without interference. Already arrangements have been made to accept in Germany and other countries consignments amounting to about 75,000 bales monthly, which means much to the southern states and to the Negro people whose chief dependence lies in the cotton they make. The business enterprises which employ colored men and the colored men in business for themselves will soon feel the inspiring effect of this cotton revival and the schools will prosper likewise, for the scarcity of money on the part of parents has delayed the entrance of numerous children into the educational institutions than have usually been attending. AMERICUS INSTITUTE EASILY DEFEATED. TUSKEGEE, Ala.—The Tuskegee Tigers easily defeated the bunch from Americus, Ga., Saturday, Oct. 31, in a game of football. It was clearly evident that the visiting team was completely outclassed by the Tigers. The ball was nearly always in the hands of the Tuskegee boys. Americus failed to gain a yard once Tuskegee line and made but one first down throughout the game, which was made by a short forward pass. Tuskegee adhered strictly to straight football. The home team used their very first line in order to work out the new material. Each player showed up in Class A style. The final score of the game was: Tuskegee, 56; Americus Institute, 0. Had it not been for slowness of the referee the score would have been much larger. Next Saturday, November 7, Tuskegee plays the State Normal School at Montgomery. This team has always proved a hard nut for Tuskegee to crack. A good game is expected. MONTGOMERY AND WHITE AT TERRELL, ARK. The team of Montgomery and White, just from Barnum & Bailey's circus, opened at Terrell, Ark., in Walker Theater, with a stock company of ten people which was a scream from start to finish. Mr. R. (Bootsie) Hope started the maneuvers by singing "My Million Dollar Doll," which went well received. Miss Viola Thompson raised the roof with "Naughty Melody" some class, and by the way Manager Montgomery worked "On the Mississippi" was a riot. Our friend Harry White sure did make more pork chops, etc. Mame outsang "Get out and get Under." Nuf sed. What I failed to see the ladies from the Treme, Mr. Sander has got "Mine." "Blues." Mr. Livingston Mayes, the manager of the theatre has broadened his smile to the fullest extent and is meeting his patrons with the glad hand and sorry he had to turn so many away. Last night Mr. Montgomery sends regards to the "Wolfacine" and Earnest Smith and all friends in and out of show business. Also to Charles Roy play No. 1 in the Red. Not so fast Troy. Regards to Mr. Lone of xyxy=(905,92,1095,2236)
article-paragraph: The Texas Commercial Film Company, of Houston, Texas, is endeavoring to enlist the financial co-operation of the leading colored men of that community in a project to produce a three-reel film, depicting the progress of the Negro race in that section of Texas. xyxy=(501,790,690,875)
article-byline: (By Chas. J. Harris.) xyxy=(1336,468,1429,480)
article-subhead: L. K. Baker Leader, Mahlon C. Wilson Correspondent. xyxy=(1111,1390,1285,1414)
article-paragraph: Marion Brooks, the well known author, now manager of The Lincoln Theatre, Cincinnati, O., seeing in him the timber of an artist, quickly gobbled him into the fold and starred him xyxy=(1107,499,1289,560)
publisher-name: GEORGE L. KNOX, xyxy=(138,444,263,458)
article-paragraph: For the next year the Negro farmers of the South must diversify their crops and learn wisdom from the stringency produced by the predominance of cotton in their agricultural activities. The demand for cotton next year will be great, on account of the needs of countries across the sea, plus the natural home consumption, but the Negro farmer will find it worth while to set apart a goodly share of his land for the production of corn, potatoes, fruits, etc., and to devote attention to the raising of hogs, cattle and other foodstuffs, to avert the consequences of possible panics and to free himself from the grinding clutches of the store-keeper who sells him these necessities at heavy prices and thus gets the biggest share of the Negro's profits on his cotton. xyxy=(905,922,1095,1169)
article-byline: (By Thos. A. Thompson.) xyxy=(1319,1126,1445,1138)
article-paragraph: I am proud to note that Mr. Higgins and his manager, and The Pike Theatre, Mobile, Ala., where his company is at present. Any one in the profession wishing to communicate with any member of the company can govern themselves accordingly. xyxy=(1107,1249,1289,1335)
editorial-paragraph: The Hon. J. K. Kalanianahole, of Hawaii, Prince Cupid, as he is known, was elected delegate to Congress by 3,000 plurality. He will be one of the near colored men of the next session of Congress. xyxy=(113,678,287,751)
article-signature: THE REAPER. xyxy=(1217,1337,1289,1349)
short-flights-title-box xyxy=(702,91,893,174)
article-headline: NOTES FROM 101 RANCH ANNEX BAND. xyxy=(1118,1362,1278,1386)
article-paragraph: Unlike the most heralded comedians of the South, he stands alone. Higgins is a real performer and needs no publishing. xyxy=(1107,922,1289,970)
column-6 xyxy=(1107,91,1289,2337)
article-paragraph: The state went Democratic, and as said, by way of indorsement of President Wilson's policies, and it appears that way. xyxy=(300,728,489,777)
cartoon-illustration xyxy=(1301,1915,1464,2210)
article-headline: AMERICUS INSTITUTE EASILY DEFEATED. xyxy=(928,1534,1072,1557)
article-paragraph: This is not one of the largest companies, but it is one of the smallest, and ranks among the best little shows on the road. It is moral, clean, refined and up to date in every particular. And the best of all, the show never fails to appear every Thursday. Mr. T. J. Cullegan is a man that understands his people, and is always ready to see them through. He is one of the best managers I have ever been with; he has given everybody, and will in fact, give everybody, fair treatment to them under his employ. But you cannot afford pure, and the best hearts that ever met. Frank Perkins, a young, intelligent and industrious man, has been with the company for over three years and is a hustler, and Alfred Frank Perkins is a jewel, a man, also, and a good singer. Earl Washington is now playing trombone and saxophone in the band and sax with Perkins' Perkins are the proof of other feature numbers in the Repertory. The Nay family, Harry Hurley, Hurl and Lawrence, are splendid quartette at the time. We are very sorry to say that the Director of Frank Persons is now in sole direction of Mr. Bradley. We report the Lawrence Fogg, is the guest, suffering now by a paralytic stroke of the Illinois. He has the treatment of a good physician and we hope for his speedy recovery. We played one week in Boise, Idaho, at the Majestic Theatre, S. R. O. at every performance. xyxy=(1301,1143,1464,1663)
article-paragraph: At the previous election, judging by the street talk and the crowds that attended the speaking, one out of every four colored men, in Indianapolis, went with the Progressive party. It meant something like 1,500 voters. Several hundred voted with the Democrats. Nearly every one of these got into the Republican fold when they learned of the old style of campaigning on the part of the Democrats. This is the tale of how it happened in and about Indianapolis. xyxy=(300,578,489,726)
article-headline: WILLIAM WELDON HIGGINS. xyxy=(1130,216,1266,227)
article-headline: NOTES OF RACIAL PROGRESS. xyxy=(520,529,671,541)
article-paragraph: "Little Arthur" Stigall is now under the management of Billy Benson, fight promoter at the Coliseum A. C., Richmond, Ill. He is the race's premier title. He will be glad to hear from any one interested. He will meet them at Richmond. Weight, 135 to 142 pounds, ringside. xyxy=(501,2097,690,2195)
portrait-photo xyxy=(1107,563,1290,837)
article-paragraph: Mr. E. W. Thompson is the leading prescription pharmacist of St. Joseph, Mo., and a prominent factor in the civic affairs of that thriving town, and takes a lively interest in the welfare of the race throughout the nation. xyxy=(702,535,893,608)
column-rule xyxy=(1101,91,1102,2088)
article-paragraph: the Rabbit Foot. Miss Sarah Jones would be pleased to hear from Some cook. Raspel Boots, formerly C. O. W. B. Police Dept., Cincinnati, O. Regards to friends. Performers coming this way write or wire your open time. Will be glad to hear from good novelty acts. Address Livingston Mayes, Terrell, Ark., Walker Theater. xyxy=(1107,92,1289,202)
article-paragraph: The team of Montgomery and White, just from Barnum & Bailey's circus, opened at Terrell, Ark., in Walker Theater, with a stock company of ten people which was a scream from start to finish. Mr. R. (Bootsie) Hope started the maneuvers by singing "My Million Dollar Doll," which went well received. Miss Viola Thompson raised the roof with "Naughty Melody" some class, and by the way Manager Montgomery worked "On the Mississippi" was a riot. Our friend Harry White sure did make more pork chops, etc. Mame outsang "Get out and get Under." Nuf sed. What I failed to see the ladies from the Treme, Mr. Sander has got "Mine." "Blues." xyxy=(905,1900,1095,2110)
poem-stanza: In the future, in our land, Man will be man and only that; When Love is king with a tempering hand, Then man 'll be man and only that. xyxy=(501,465,683,514)
running-head xyxy=(113,51,1467,82)
article-paragraph: Now that Haiti's president, O. Zamor, has been deposed, will Salem Tutt Whitney feel called upon to substitute some dramatized form of "Theodore," the new president, in the place of the "O Saymore" in use up to this time? xyxy=(702,805,893,878)
article-paragraph: Rev. H. W. Jamieson left Tuesday for Decatur, where he spent the day and from there he went to Peoria to work among the sisters. xyxy=(300,2237,489,2286)
masthead-address: AT 220 W. VERMONT STREET, xyxy=(135,206,266,216)
column-7 xyxy=(1301,91,1464,2392)
article-paragraph: The 15th amendment to the Constitution of the United States is on trial for its life. xyxy=(702,234,893,271)
address-to: All matter should be addressed to xyxy=(129,505,272,516)
article-paragraph: Indianians see no reason for great gratitude to the Hoosier State for a republican candidate for the great presidency. The point with pride to the stalwart form of Charles Warren Fairbanks and say "Behold the man!" xyxy=(702,625,893,698)
col1-editorials xyxy=(113,614,287,1566)
article-byline: (By Z. L. Breedlove.) xyxy=(346,2119,442,2131)
editorial-paragraph: The Christmas issue of The Freeman will be another of those annual efforts to give interesting stories of our race in all departments of life. Order the number now. It will serve as your race reference book of the past year. The best stories of the best happenings during the old year will be featured. Inquire about this number. Write to us. xyxy=(113,843,287,965)
top-rule xyxy=(113,82,1459,84)
article-paragraph: Mme. C. J. Walker, the famous hair culturist, is to be the new mistress of Bishop's Court, Flushing, L. I., the former episcopal residence of the late Bishop W. B. Derrick. The acquisition of this magnificent property is the culmination of a career of self-helpfulness on the part of one of the most wonderful women in the world. The secret of Mme. Walker's phenomenal success is that while helping herself she has never neglected an opportunity to help others. We rejoice in the steady rise of this earnest worker for racial uplift and bespeak for her even greater triumphs in her new environment, where her activities, in close contact with the commercial center of the universe, promise to develop from national to international in scope and effect. xyxy=(905,659,1095,905)
article-paragraph: A Thought for the Week.—"While folks are talking war and getting alarmed over its possible outcome, we are conducting a most vigorous campaign to increase our debit from $6,000 to $10,000 per week. Our agents are working with new enthusiasm and the business men we are turning to each week is most encouraging."—Mr. T. K. Gibson, Manager of the Atlanta Mutual Insurance Co. xyxy=(501,1796,690,1931)
article-paragraph: The Colored Pythians of Louisville, Ky., have begun work on their new $20,000 hall. The building will contain offices and a theatre seating about 1,200. It is located in the business section of the city and when completed, will in every way compare with the other buildings that surround it. xyxy=(501,1079,690,1178)
article-paragraph: Mr. Livingston Mayes, the manager of the theatre has broadened his smile to the fullest extent and is meeting his patrons with the glad hand and sorry he had to turn so many away. Last night Mr. Montgomery sends regards to the "Wolfacine" and Earnest Smith and all friends in and out of show business. Also to Charles Roy play No. 1 in the Red. Not so fast Troy. Regards to Mr. Lone of xyxy=(905,2113,1095,2236)
article-paragraph: The Phoenix Chemical and Manufacturing Company of Greenville, Miss., has just been incorporated with an authorized capital of $25,000. The purpose of the organization is to manufacture and sell drugs, toilet articles, hair preparations, etc. through agents and branch offices. xyxy=(501,878,690,976)
article-paragraph: The New York News is publishing a series of "Circulation Talks." They are short, snappy and to the point. xyxy=(501,574,690,610)
